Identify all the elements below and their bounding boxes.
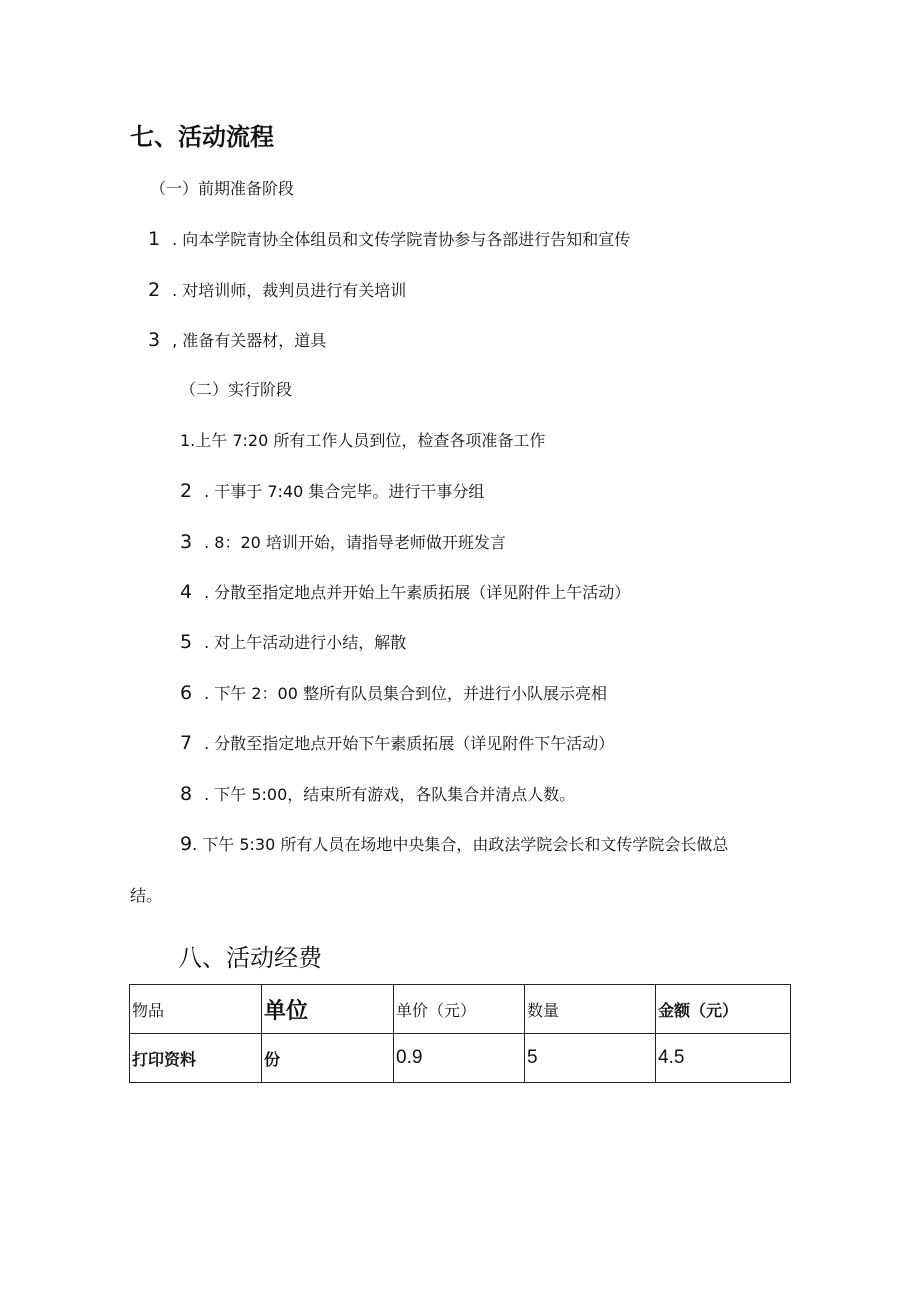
item-number: 1: [148, 228, 161, 250]
cell-item: 打印资料: [130, 1034, 262, 1083]
table-header-row: [130, 985, 791, 1034]
item-number: 4: [180, 581, 193, 603]
header-unit-price: 单价（元）: [394, 985, 525, 1034]
item-text: . 分散至指定地点并开始上午素质拓展（详见附件上午活动）: [204, 583, 631, 602]
header-unit: 单位: [262, 985, 394, 1034]
item-number: 9: [180, 833, 193, 855]
stage-1-item-3: [148, 329, 326, 352]
stage-2-item-6: [180, 682, 607, 705]
item-text: . 8：20 培训开始，请指导老师做开班发言: [204, 533, 506, 552]
stage-2-item-7: [180, 732, 614, 755]
cell-quantity: 5: [525, 1034, 656, 1083]
stage-1-item-1: [148, 228, 630, 251]
cell-amount: 4.5: [656, 1034, 791, 1083]
stage-2-title: （二）实行阶段: [180, 380, 293, 399]
stage-2-item-1: [180, 430, 545, 452]
stage-2-item-9-continuation: 结。: [130, 886, 163, 905]
item-text: . 向本学院青协全体组员和文传学院青协参与各部进行告知和宣传: [172, 230, 631, 249]
item-number: 8: [180, 783, 193, 805]
item-number: 5: [180, 631, 193, 653]
stage-1-title: （一）前期准备阶段: [150, 179, 295, 198]
item-number: 2: [180, 480, 193, 502]
item-number: 3: [148, 329, 161, 351]
stage-2-item-5: [180, 631, 406, 654]
cell-unit: 份: [262, 1034, 394, 1083]
item-number: 2: [148, 279, 161, 301]
item-text: . 对上午活动进行小结，解散: [204, 633, 407, 652]
item-text: . 干事于 7:40 集合完毕。进行干事分组: [204, 482, 485, 501]
section-7-title: 七、活动流程: [130, 123, 274, 151]
table-row: [130, 1034, 791, 1083]
item-text: . 分散至指定地点开始下午素质拓展（详见附件下午活动）: [204, 734, 615, 753]
budget-table: [129, 984, 791, 1083]
section-8-title: 八、活动经费: [178, 944, 322, 972]
item-text: . 对培训师，裁判员进行有关培训: [172, 281, 407, 300]
stage-2-item-3: [180, 531, 506, 554]
stage-1-item-2: [148, 279, 406, 302]
cell-unit-price: 0.9: [394, 1034, 525, 1083]
header-amount: 金额（元）: [656, 985, 791, 1034]
item-text: . 下午 2：00 整所有队员集合到位，并进行小队展示亮相: [204, 684, 607, 703]
item-number: 7: [180, 732, 193, 754]
header-quantity: 数量: [525, 985, 656, 1034]
item-number: 3: [180, 531, 193, 553]
stage-2-item-8: [180, 783, 575, 806]
item-text: . 下午 5:30 所有人员在场地中央集合，由政法学院会长和文传学院会长做总: [192, 835, 729, 854]
item-number: 6: [180, 682, 193, 704]
item-text: , 准备有关器材，道具: [172, 331, 327, 350]
item-number: 1.: [180, 431, 196, 450]
stage-2-item-9: [180, 833, 728, 856]
stage-2-item-4: [180, 581, 630, 604]
item-text: . 下午 5:00，结束所有游戏，各队集合并清点人数。: [204, 785, 576, 804]
stage-2-item-2: [180, 480, 484, 503]
item-text: 上午 7:20 所有工作人员到位，检查各项准备工作: [195, 431, 546, 450]
header-item: 物品: [130, 985, 262, 1034]
